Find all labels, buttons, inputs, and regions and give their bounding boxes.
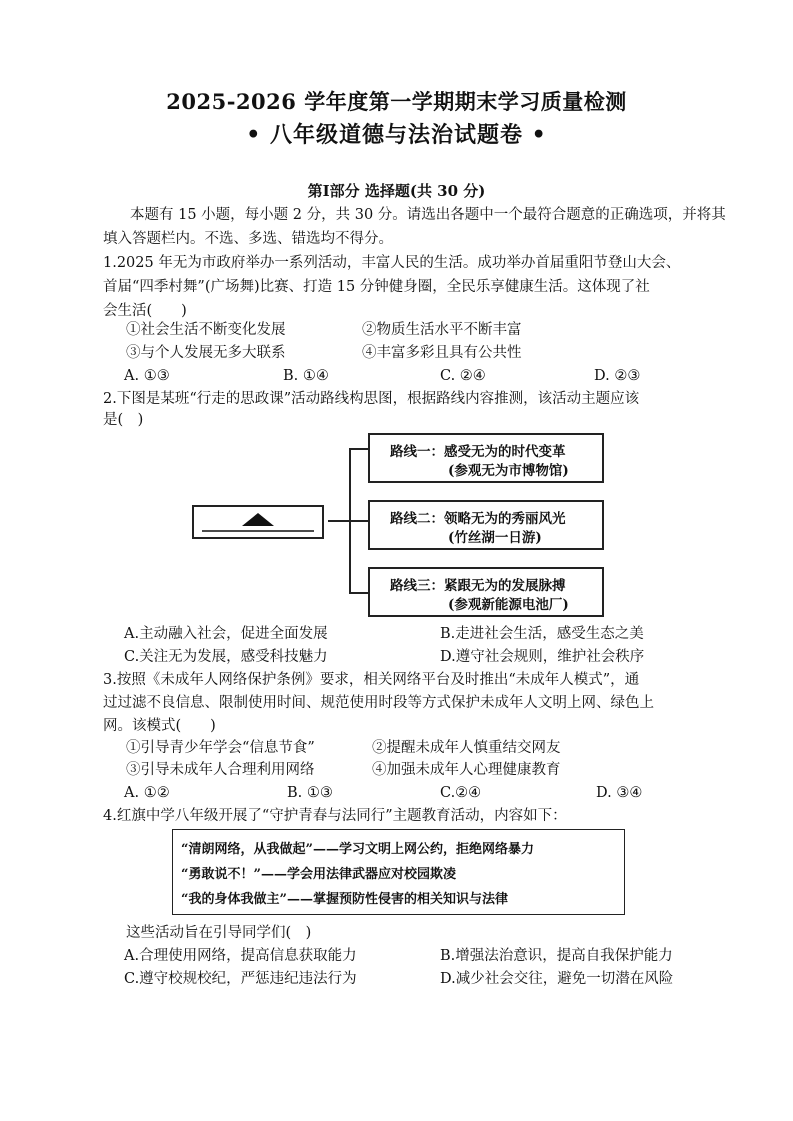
q2-choice-d: D.遵守社会规则，维护社会秩序	[440, 649, 645, 665]
q3-choice-c: C.②④	[440, 785, 482, 801]
q1-choice-b: B. ①④	[283, 368, 329, 384]
q1-choice-a: A. ①③	[124, 368, 170, 384]
activity-3: “我的身体我做主”——掌握预防性侵害的相关知识与法律	[181, 892, 508, 907]
route-2-detail: (竹丝湖一日游)	[448, 530, 542, 546]
q4-choice-a: A.合理使用网络，提高信息获取能力	[124, 948, 357, 964]
topic-blank-box	[192, 505, 324, 539]
q1-choice-d: D. ②③	[594, 368, 641, 384]
diagram-bracket	[325, 446, 370, 596]
q4-activity-box	[172, 829, 625, 915]
route-3-detail: (参观新能源电池厂)	[448, 597, 569, 613]
q3-stem-line-1: 3.按照《未成年人网络保护条例》要求，相关网络平台及时推出“未成年人模式”，通	[103, 672, 640, 688]
q2-choice-c: C.关注无为发展，感受科技魅力	[124, 649, 328, 665]
route-2-title: 路线二：领略无为的秀丽风光	[390, 511, 566, 527]
route-3-title: 路线三：紧跟无为的发展脉搏	[390, 578, 566, 594]
route-1-detail: (参观无为市博物馆)	[448, 463, 569, 479]
q3-option-4: ④加强未成年人心理健康教育	[372, 762, 561, 778]
q3-choice-d: D. ③④	[596, 785, 643, 801]
q3-option-3: ③引导未成年人合理利用网络	[126, 762, 315, 778]
q3-stem-line-2: 过过滤不良信息、限制使用时间、规范使用时段等方式保护未成年人文明上网、绿色上	[103, 695, 654, 711]
q1-choice-c: C. ②④	[440, 368, 486, 384]
q2-choice-b: B.走进社会生活，感受生态之美	[440, 626, 644, 642]
q1-option-4: ④丰富多彩且具有公共性	[362, 345, 522, 361]
q4-choice-c: C.遵守校规校纪，严惩违纪违法行为	[124, 971, 357, 987]
q1-stem-line-2: 首届“四季村舞”(广场舞)比赛、打造 15 分钟健身圈，全民乐享健康生活。这体现了社	[103, 279, 650, 295]
q4-stem-line-1: 4.红旗中学八年级开展了“守护青春与法同行”主题教育活动，内容如下：	[103, 808, 567, 824]
section-title: 第Ⅰ部分 选择题(共 30 分)	[307, 182, 486, 200]
q1-option-1: ①社会生活不断变化发展	[126, 322, 286, 338]
blank-triangle-icon	[194, 507, 322, 537]
instructions-line-2: 填入答题栏内。不选、多选、错选均不得分。	[103, 231, 393, 247]
exam-subtitle: • 八年级道德与法治试题卷 •	[246, 122, 547, 148]
route-1-box	[368, 433, 604, 483]
q1-stem-line-3: 会生活( )	[103, 303, 187, 319]
route-1-title: 路线一：感受无为的时代变革	[390, 444, 566, 460]
q4-choice-b: B.增强法治意识，提高自我保护能力	[440, 948, 673, 964]
q1-stem-line-1: 1.2025 年无为市政府举办一系列活动，丰富人民的生活。成功举办首届重阳节登山大会、	[103, 255, 681, 271]
q2-stem-line-2: 是( )	[103, 412, 144, 428]
q3-choice-b: B. ①③	[287, 785, 333, 801]
q2-choice-a: A.主动融入社会，促进全面发展	[124, 626, 328, 642]
activity-2: “勇敢说不！”——学会用法律武器应对校园欺凌	[181, 867, 456, 882]
q3-stem-line-3: 网。该模式( )	[103, 718, 216, 734]
instructions-line-1: 本题有 15 小题，每小题 2 分，共 30 分。请选出各题中一个最符合题意的正确选项，并将其	[130, 207, 726, 223]
route-3-box	[368, 567, 604, 617]
activity-1: “清朗网络，从我做起”——学习文明上网公约，拒绝网络暴力	[181, 842, 534, 857]
q1-option-2: ②物质生活水平不断丰富	[362, 322, 522, 338]
q3-choice-a: A. ①②	[124, 785, 170, 801]
q1-option-3: ③与个人发展无多大联系	[126, 345, 286, 361]
q4-choice-d: D.减少社会交往，避免一切潜在风险	[440, 971, 674, 987]
q4-question: 这些活动旨在引导同学们( )	[126, 925, 312, 941]
q2-stem-line-1: 2.下图是某班“行走的思政课”活动路线构思图，根据路线内容推测，该活动主题应该	[103, 391, 640, 407]
exam-title: 2025-2026 学年度第一学期期末学习质量检测	[166, 89, 627, 114]
q3-option-2: ②提醒未成年人慎重结交网友	[372, 740, 561, 756]
q3-option-1: ①引导青少年学会“信息节食”	[126, 740, 315, 756]
route-2-box	[368, 500, 604, 550]
